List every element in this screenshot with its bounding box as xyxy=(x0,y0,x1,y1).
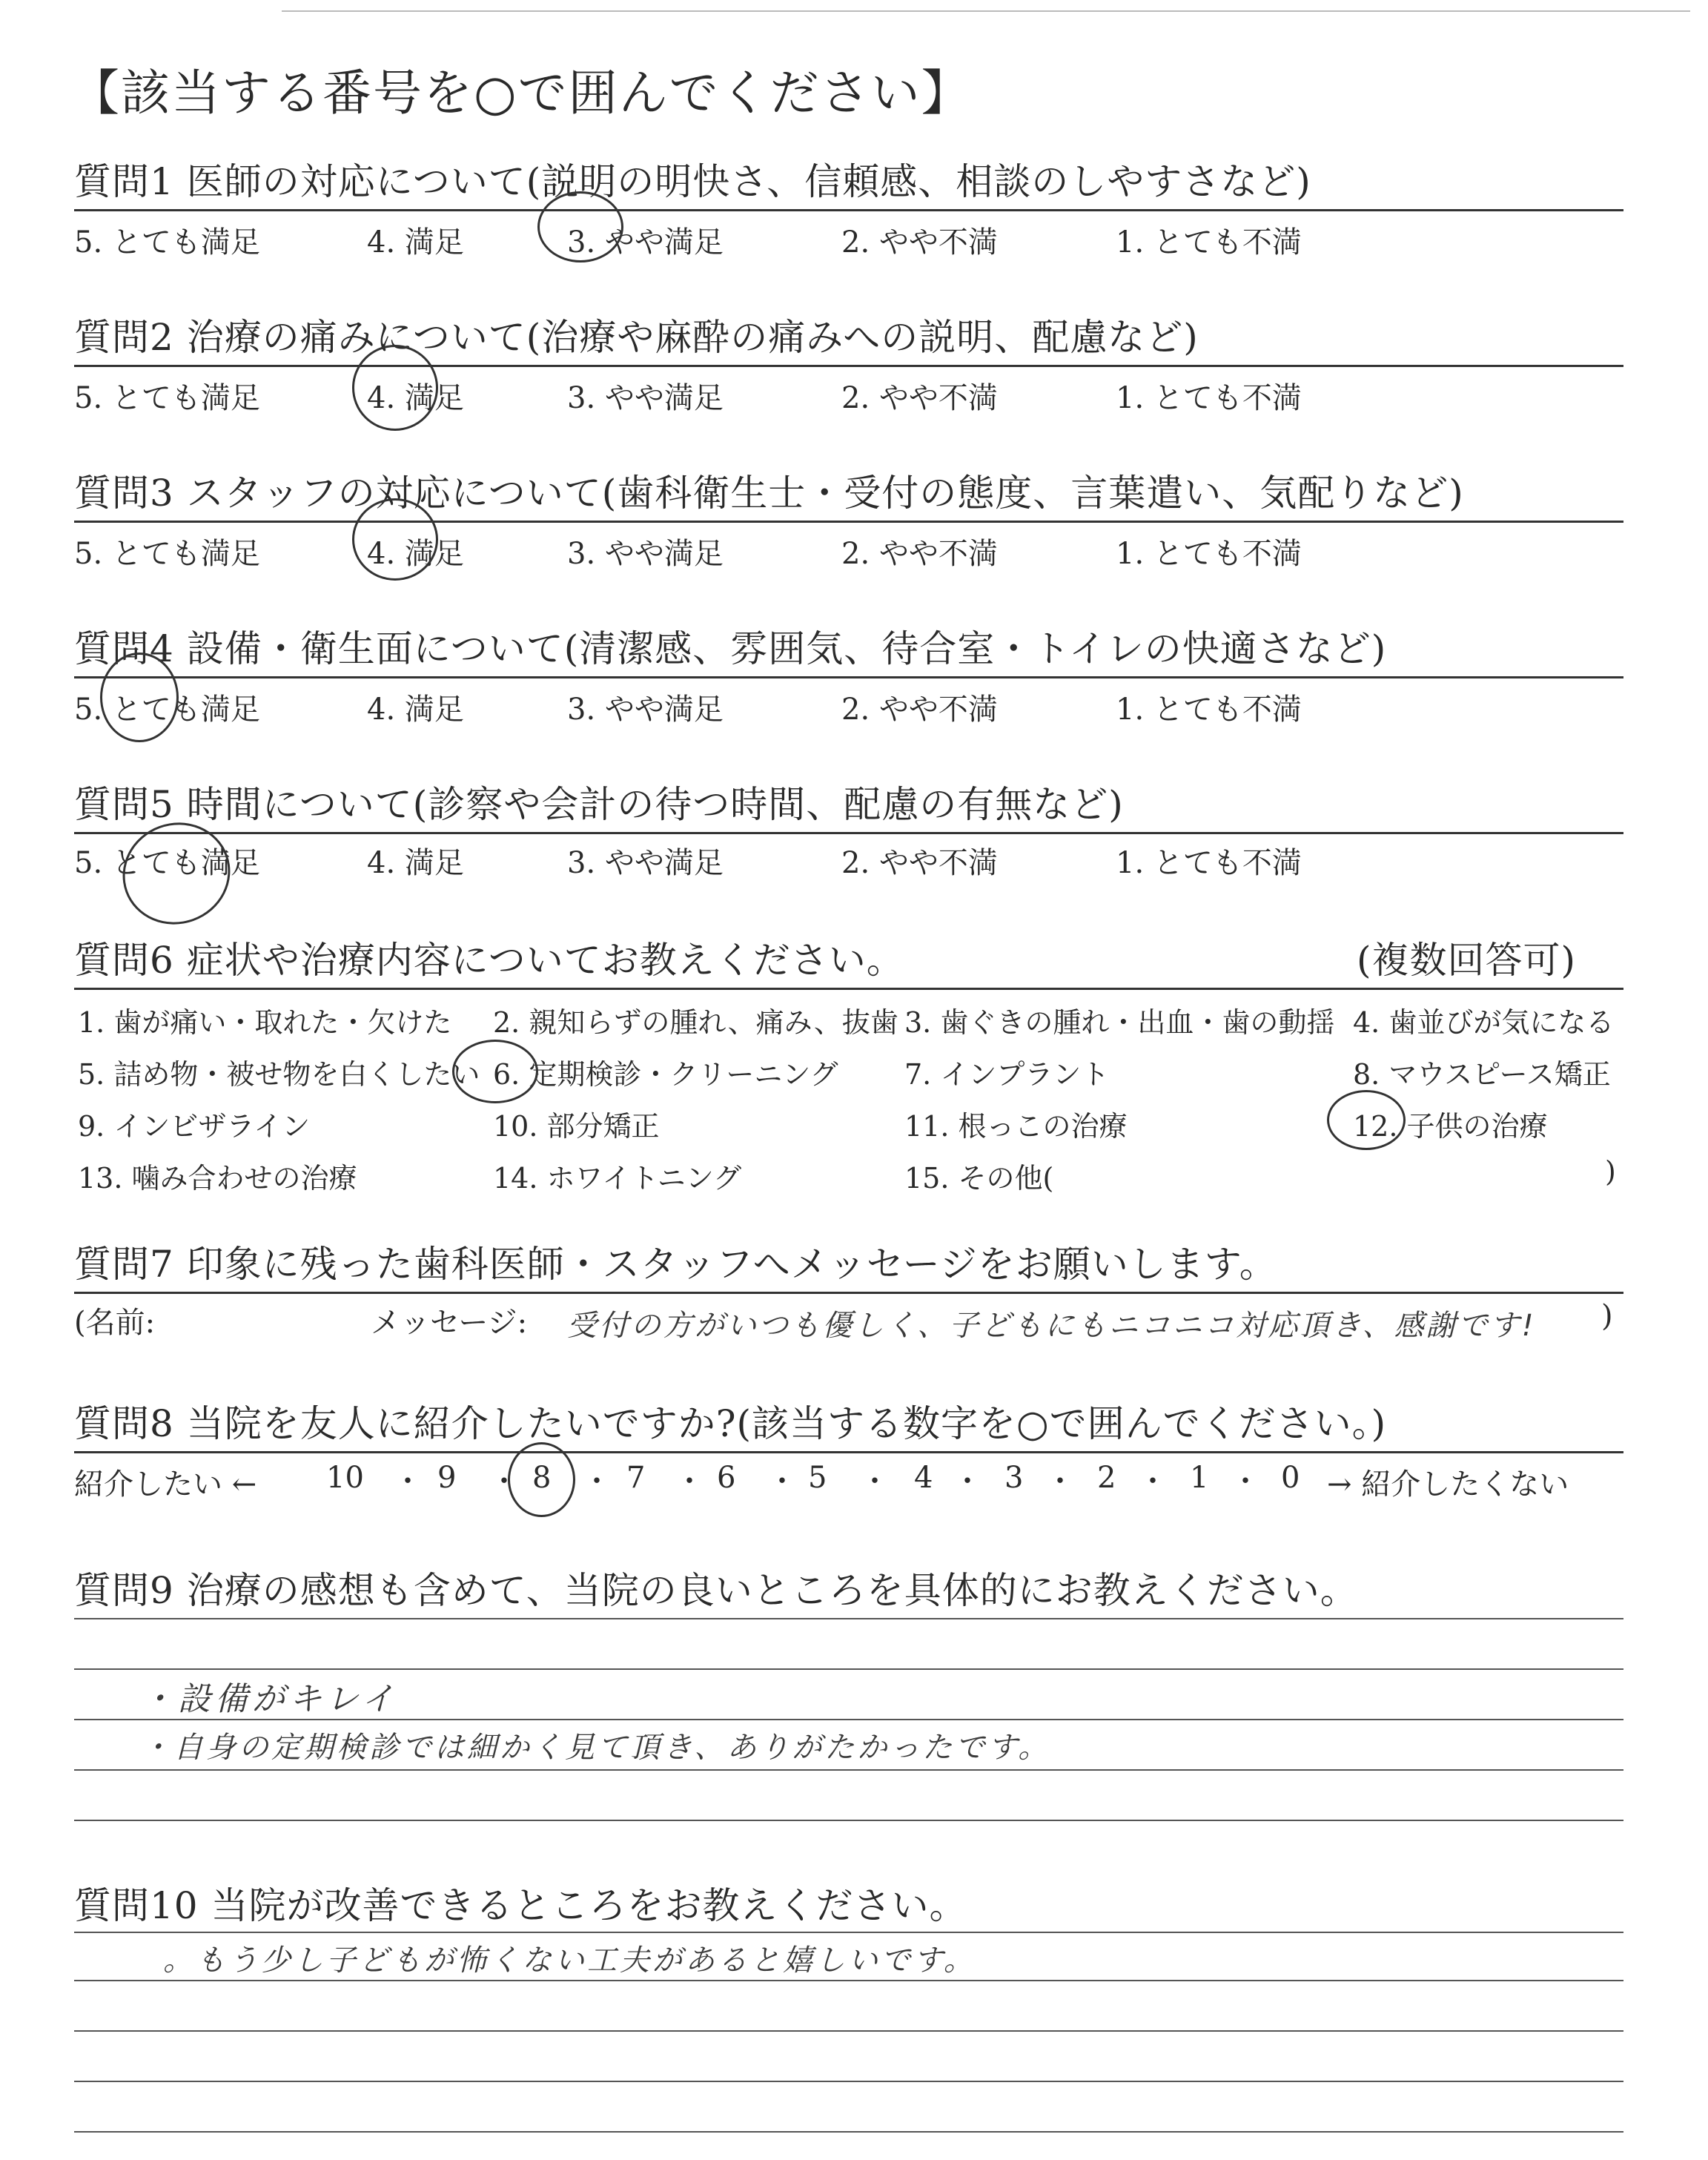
option-5[interactable]: 5. とても満足 xyxy=(74,381,260,415)
option-4[interactable]: 4. 歯並びが気になる xyxy=(1353,1006,1615,1039)
scale-10[interactable]: 10 xyxy=(326,1461,364,1495)
selection-circle xyxy=(452,1040,538,1103)
option-11[interactable]: 11. 根っこの治療 xyxy=(904,1110,1128,1143)
option-3[interactable]: 3. やや満足 xyxy=(567,537,724,571)
option-5[interactable]: 5. とても満足 xyxy=(74,693,260,727)
question-title: 質問4 設備・衛生面について(清潔感、雰囲気、待合室・トイレの快適さなど) xyxy=(74,627,1387,670)
option-6[interactable]: 6. 定期検診・クリーニング xyxy=(493,1058,838,1091)
answer-line-2: ・自身の定期検診では細かく見て頂き、ありがたかったです。 xyxy=(141,1731,1051,1765)
question-title: 質問6 症状や治療内容についてお教えください。 xyxy=(74,939,904,982)
scale-5[interactable]: 5 xyxy=(808,1461,827,1495)
scale-0[interactable]: 0 xyxy=(1281,1461,1300,1495)
scale-4[interactable]: 4 xyxy=(914,1461,933,1495)
option-10[interactable]: 10. 部分矯正 xyxy=(493,1110,660,1143)
option-3[interactable]: 3. 歯ぐきの腫れ・出血・歯の動揺 xyxy=(904,1006,1335,1039)
message-label: メッセージ: xyxy=(371,1306,528,1340)
question-title: 質問1 医師の対応について(説明の明快さ、信頼感、相談のしやすさなど) xyxy=(74,160,1311,203)
option-2[interactable]: 2. やや不満 xyxy=(841,693,998,727)
selection-circle xyxy=(1327,1090,1406,1150)
selection-circle xyxy=(352,345,438,431)
option-15[interactable]: 15. その他( xyxy=(904,1162,1054,1195)
name-label: (名前: xyxy=(74,1306,156,1340)
scale-2[interactable]: 2 xyxy=(1097,1461,1116,1495)
option-4[interactable]: 4. 満足 xyxy=(367,225,464,260)
option-3[interactable]: 3. やや満足 xyxy=(567,381,724,415)
option-1[interactable]: 1. とても不満 xyxy=(1116,693,1302,727)
option-2[interactable]: 2. やや不満 xyxy=(841,225,998,260)
option-14[interactable]: 14. ホワイトニング xyxy=(493,1162,742,1195)
answer-line-1: ・設備がキレイ xyxy=(141,1680,399,1718)
option-2[interactable]: 2. 親知らずの腫れ、痛み、抜歯 xyxy=(493,1006,898,1039)
scale-3[interactable]: 3 xyxy=(1004,1461,1024,1495)
option-1[interactable]: 1. とても不満 xyxy=(1116,225,1302,260)
question-title: 質問3 スタッフの対応について(歯科衛生士・受付の態度、言葉遣い、気配りなど) xyxy=(74,472,1464,515)
option-2[interactable]: 2. やや不満 xyxy=(841,381,998,415)
scale-8[interactable]: 8 xyxy=(532,1461,552,1495)
answer-line-1: 。もう少し子どもが怖くない工夫があると嬉しいです。 xyxy=(163,1943,976,1978)
option-9[interactable]: 9. インビザライン xyxy=(78,1110,311,1143)
option-4[interactable]: 4. 満足 xyxy=(367,537,464,571)
question-title: 質問5 時間について(診察や会計の待つ時間、配慮の有無など) xyxy=(74,783,1124,826)
option-5[interactable]: 5. とても満足 xyxy=(74,537,260,571)
multiple-answer-note: (複数回答可) xyxy=(1357,939,1577,982)
option-12[interactable]: 12. 子供の治療 xyxy=(1353,1110,1548,1143)
option-5[interactable]: 5. とても満足 xyxy=(74,225,260,260)
selection-circle xyxy=(508,1442,575,1517)
option-7[interactable]: 7. インプラント xyxy=(904,1058,1110,1091)
scale-7[interactable]: 7 xyxy=(626,1461,646,1495)
option-5[interactable]: 5. 詰め物・被せ物を白くしたい xyxy=(78,1058,480,1091)
option-1[interactable]: 1. 歯が痛い・取れた・欠けた xyxy=(78,1006,452,1039)
option-3[interactable]: 3. やや満足 xyxy=(567,846,724,880)
option-1[interactable]: 1. とても不満 xyxy=(1116,537,1302,571)
question-title: 質問8 当院を友人に紹介したいですか?(該当する数字を○で囲んでください。) xyxy=(74,1402,1387,1445)
selection-circle xyxy=(537,191,623,262)
option-4[interactable]: 4. 満足 xyxy=(367,693,464,727)
question-title: 質問10 当院が改善できるところをお教えください。 xyxy=(74,1884,967,1927)
scale-9[interactable]: 9 xyxy=(437,1461,457,1495)
scan-edge-line xyxy=(282,10,1690,12)
question-title: 質問2 治療の痛みについて(治療や麻酔の痛みへの説明、配慮など) xyxy=(74,316,1199,359)
option-8[interactable]: 8. マウスピース矯正 xyxy=(1353,1058,1611,1091)
option-3[interactable]: 3. やや満足 xyxy=(567,225,724,260)
selection-circle xyxy=(100,653,179,742)
option-1[interactable]: 1. とても不満 xyxy=(1116,846,1302,880)
scale-6[interactable]: 6 xyxy=(717,1461,736,1495)
option-15-close: ) xyxy=(1605,1155,1616,1188)
option-5[interactable]: 5. とても満足 xyxy=(74,846,260,880)
recommend-right-label: → 紹介したくない xyxy=(1327,1467,1569,1502)
option-4[interactable]: 4. 満足 xyxy=(367,846,464,880)
option-2[interactable]: 2. やや不満 xyxy=(841,537,998,571)
option-3[interactable]: 3. やや満足 xyxy=(567,693,724,727)
scale-1[interactable]: 1 xyxy=(1190,1461,1209,1495)
option-2[interactable]: 2. やや不満 xyxy=(841,846,998,880)
form-title: 【該当する番号を○で囲んでください】 xyxy=(70,65,972,122)
recommend-left-label: 紹介したい ← xyxy=(74,1467,257,1502)
message-handwritten: 受付の方がいつも優しく、子どもにもニコニコ対応頂き、感謝です! xyxy=(567,1309,1536,1343)
option-4[interactable]: 4. 満足 xyxy=(367,381,464,415)
message-close-paren: ) xyxy=(1601,1299,1613,1333)
option-1[interactable]: 1. とても不満 xyxy=(1116,381,1302,415)
question-title: 質問9 治療の感想も含めて、当院の良いところを具体的にお教えください。 xyxy=(74,1569,1358,1612)
selection-circle xyxy=(352,498,438,581)
option-13[interactable]: 13. 噛み合わせの治療 xyxy=(78,1162,357,1195)
question-title: 質問7 印象に残った歯科医師・スタッフへメッセージをお願いします。 xyxy=(74,1243,1277,1286)
